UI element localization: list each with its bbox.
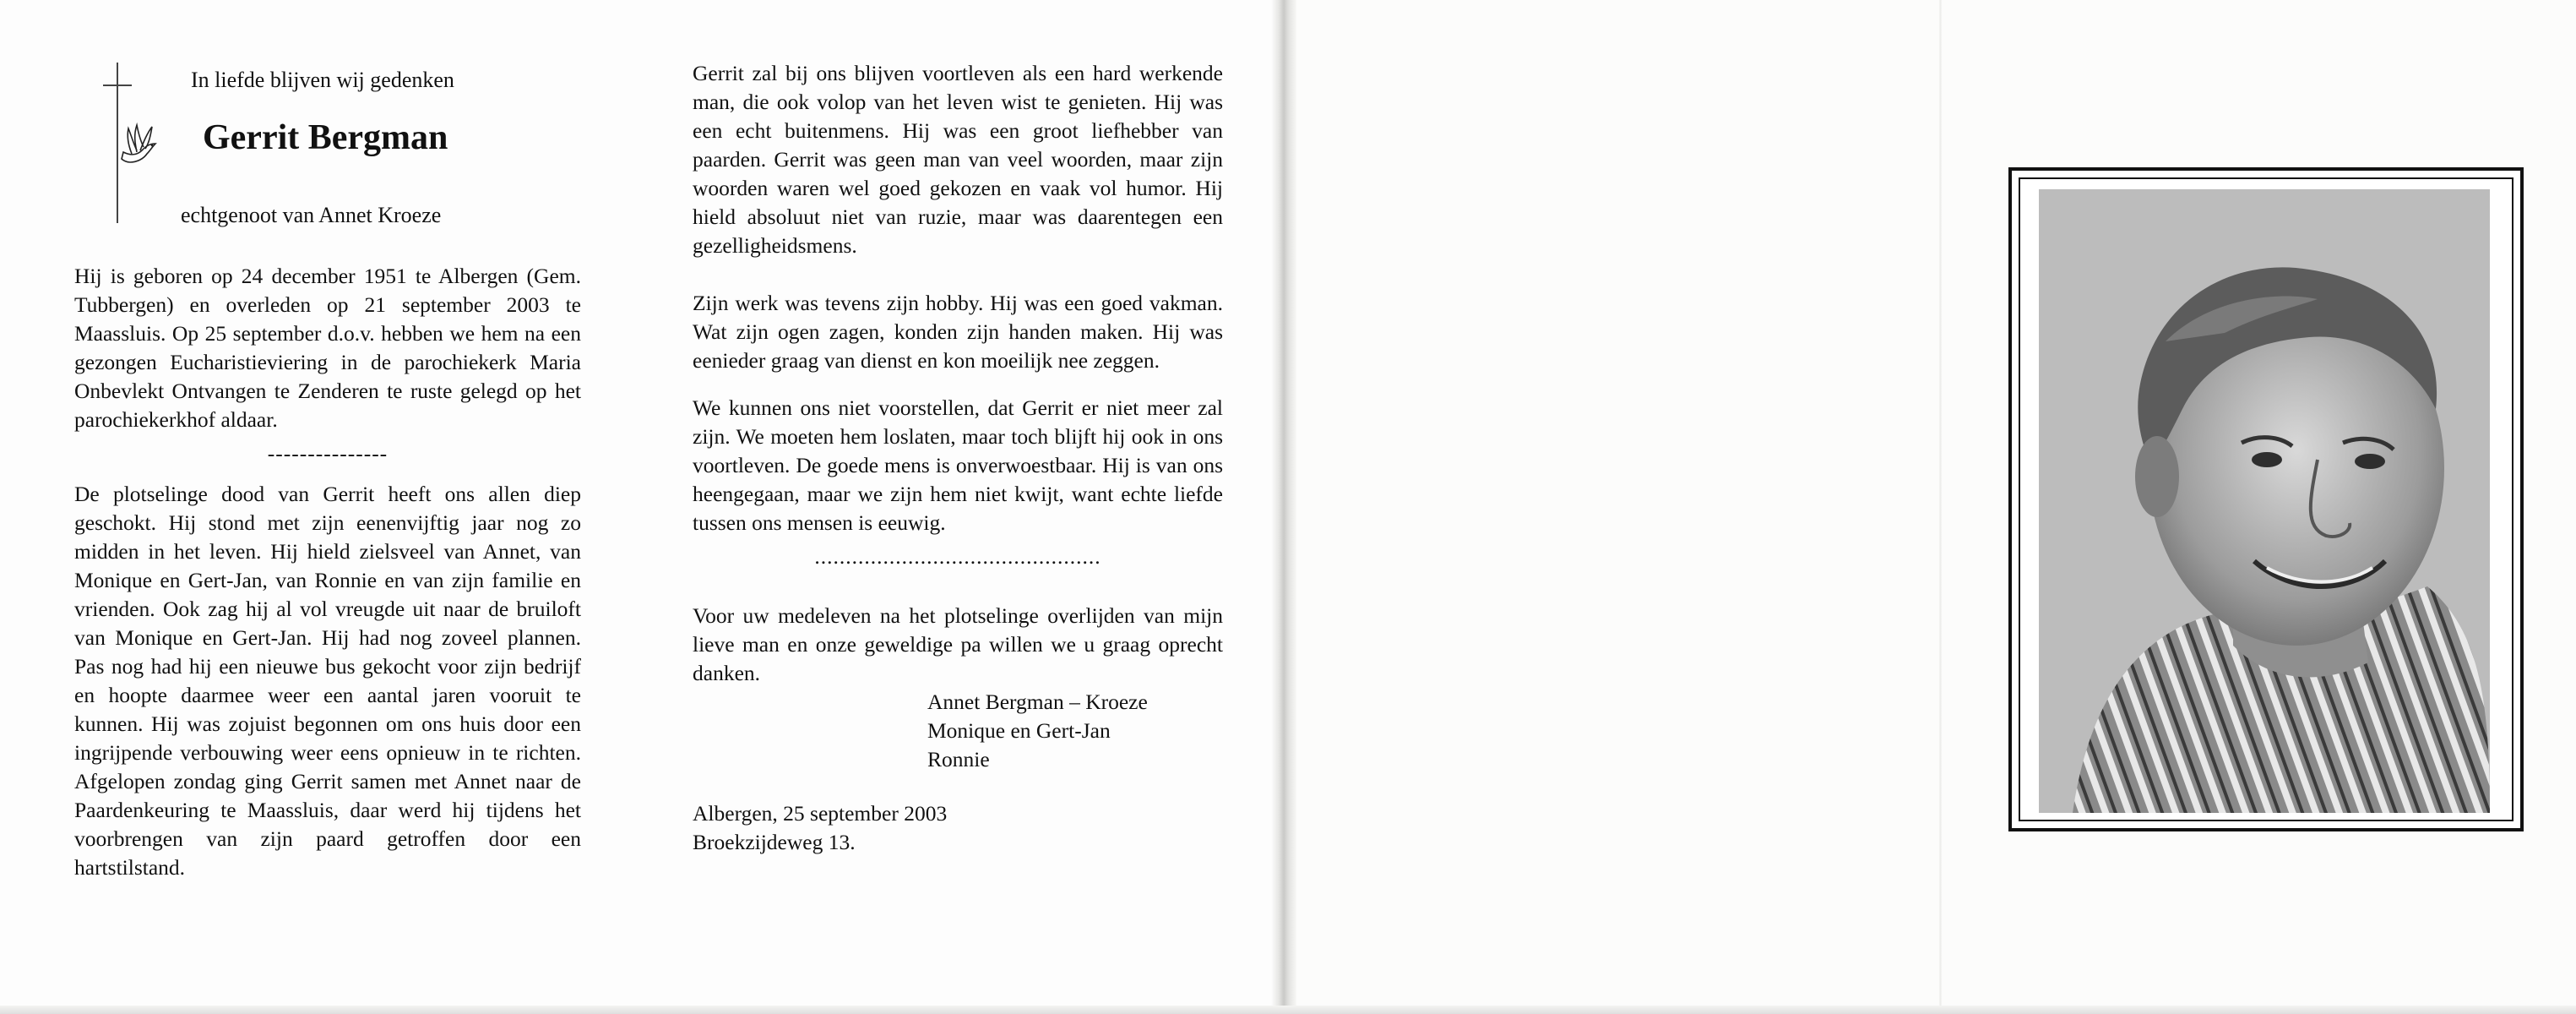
signatories xyxy=(693,688,1223,774)
sudden-death-paragraph: De plotselinge dood van Gerrit heeft ons allen diep geschokt. Hij stond met zijn eenenvijftig jaar nog zo midden in het leven. Hij hield zielsveel van Annet, van Monique en Gert-Jan, van Ronnie en van zijn familie en vrienden. Ook zag hij al vol vreugde uit naar de bruiloft van Monique en Gert-Jan. Hij had nog zoveel plannen. Pas nog had hij een nieuwe bus gekocht voor zijn bedrijf en hoopte daarmee weer een aantal jaren vooruit te kunnen. Hij was zojuist begonnen om ons huis door een ingrijpende verbouwing weer eens opnieuw in te richten. Afgelopen zondag ging Gerrit samen met Annet naar de Paardenkeuring te Maassluis, daar werd hij tijdens het voorbrengen van zijn paard getroffen door een hartstilstand. xyxy=(74,482,581,880)
place-date: Albergen, 25 september 2003 xyxy=(693,801,948,826)
intro-text: In liefde blijven wij gedenken xyxy=(191,68,454,92)
bottom-edge xyxy=(0,1006,2576,1014)
farewell-paragraph: We kunnen ons niet voorstellen, dat Gerrit er niet meer zal zijn. We moeten hem loslaten, maar toch blijft hij ook in ons voortleven. De goede mens is onverwoestbaar. Hij is van ons heengegaan, maar we zijn hem niet kwijt, want echte liefde tussen ons mensen is eeuwig. xyxy=(693,395,1223,535)
separator-dots: .............................................. xyxy=(814,544,1101,569)
deceased-name: Gerrit Bergman xyxy=(203,118,448,157)
spacer xyxy=(693,583,1223,602)
cross-bar xyxy=(103,84,132,86)
signatory: Monique en Gert-Jan xyxy=(927,718,1111,743)
signatory: Ronnie xyxy=(927,747,990,771)
portrait-photo xyxy=(2039,189,2490,813)
character-paragraph: Gerrit zal bij ons blijven voortleven als een hard werkende man, die ook volop van het leven wist te genieten. Hij was een echt buitenmens. Hij was een groot liefhebber van paarden. Gerrit was geen man van veel woorden, maar zijn woorden waren wel goed gekozen en vaak vol humor. Hij hield absoluut niet van ruzie, maar was daarentegen een gezelligheidsmens. xyxy=(693,61,1223,258)
separator-dashes: --------------- xyxy=(267,441,389,466)
dove-icon xyxy=(118,118,160,177)
left-column xyxy=(74,59,581,882)
portrait-illustration xyxy=(2039,189,2490,813)
spouse-text: echtgenoot van Annet Kroeze xyxy=(181,203,442,227)
thanks-paragraph: Voor uw medeleven na het plotselinge overlijden van mijn lieve man en onze geweldige pa willen we u graag oprecht danken. xyxy=(693,603,1223,685)
center-fold xyxy=(1271,0,1296,1014)
card-header xyxy=(74,59,581,262)
signatory: Annet Bergman – Kroeze xyxy=(927,690,1148,714)
back-fold xyxy=(1939,0,1942,1014)
photo-frame xyxy=(2008,167,2524,831)
spacer xyxy=(693,375,1223,394)
spacer xyxy=(693,260,1223,289)
hobby-paragraph: Zijn werk was tevens zijn hobby. Hij was een goed vakman. Wat zijn ogen zagen, konden zijn handen maken. Hij was eenieder graag van dienst en kon moeilijk nee zeggen. xyxy=(693,291,1223,373)
address: Broekzijdeweg 13. xyxy=(693,830,856,854)
middle-column xyxy=(693,59,1223,857)
birth-death-paragraph: Hij is geboren op 24 december 1951 te Albergen (Gem. Tubbergen) en overleden op 21 september 2003 te Maassluis. Op 25 september d.o.v. hebben we hem na een gezongen Eucharistieviering in de parochiekerk Maria Onbevlekt Ontvangen te Zenderen te ruste gelegd op het parochiekerkhof aldaar. xyxy=(74,264,581,432)
